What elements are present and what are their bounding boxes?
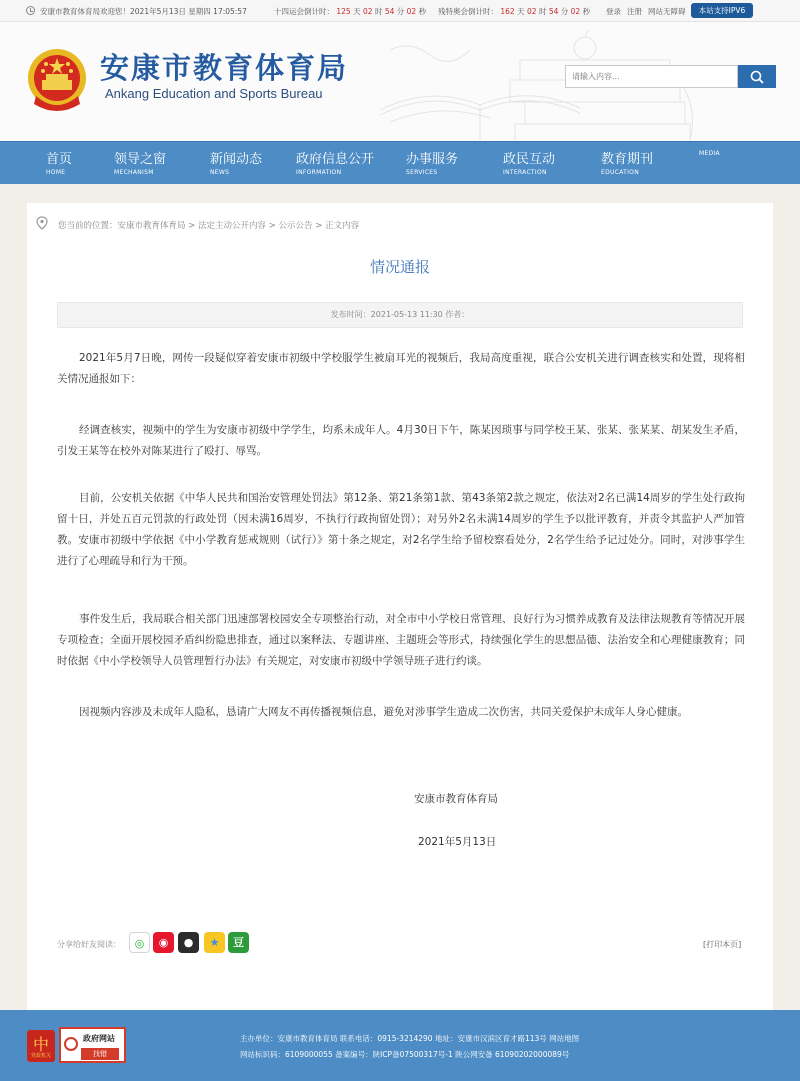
nav-education[interactable]: 教育期刊 EDUCATION bbox=[601, 152, 654, 176]
countdown-special-games: 残特奥会倒计时： 162 天 02 时 54 分 02 秒 bbox=[438, 7, 591, 16]
qzone-icon[interactable]: ★ bbox=[204, 932, 225, 953]
main-nav bbox=[0, 141, 800, 184]
qq-icon[interactable]: ● bbox=[178, 932, 199, 953]
site-title: 安康市教育体育局 bbox=[100, 53, 349, 85]
footer-info-line1: 主办单位：安康市教育体育局 联系电话：0915-3214290 地址：安康市汉滨区育才路113号 网站地图 bbox=[240, 1034, 580, 1043]
article-paragraph: 因视频内容涉及未成年人隐私，恳请广大网友不再传播视频信息，避免对涉事学生造成二次伤害，共同关爱保护未成年人身心健康。 bbox=[79, 706, 688, 718]
breadcrumb: 您当前的位置：安康市教育体育局 > 法定主动公开内容 > 公示公告 > 正文内容 bbox=[58, 221, 360, 231]
welcome-text: 安康市教育体育局欢迎您！2021年5月13日 星期四 17:05:57 bbox=[40, 7, 247, 16]
share-label: 分享给好友阅读： bbox=[57, 940, 121, 949]
wechat-icon[interactable]: ◎ bbox=[129, 932, 150, 953]
article-paragraph: 2021年5月7日晚，网传一段疑似穿着安康市初级中学校服学生被扇耳光的视频后，我局高度重视，联合公安机关进行调查核实和处置，现将相关情况通报如下： bbox=[57, 352, 745, 385]
gov-badge-top: 政府网站 bbox=[83, 1034, 115, 1043]
article-title: 情况通报 bbox=[369, 258, 430, 276]
national-emblem-icon bbox=[26, 46, 88, 114]
article-paragraph: 事件发生后，我局联合相关部门迅速部署校园安全专项整治行动，对全市中小学校日常管理、良好行为习惯养成教育及法律法规教育等情况开展专项检查；全面开展校园矛盾纠纷隐患排查，通过以案释法、专题讲座、主题班会等形式，持续强化学生的思想品德、法治安全和心理健康教育；同时依据《中小学校领导人员管理暂行办法》有关规定，对安康市初级中学领导班子进行约谈。 bbox=[57, 613, 745, 667]
ipv6-badge[interactable]: 本站支持IPV6 bbox=[691, 3, 753, 18]
gov-badge-bottom: 找错 bbox=[81, 1048, 119, 1060]
nav-leadership[interactable]: 领导之窗 MECHANISM bbox=[114, 152, 167, 176]
gov-website-error-badge[interactable] bbox=[59, 1027, 126, 1063]
article-meta: 发布时间：2021-05-13 11:30 作者： bbox=[57, 302, 743, 328]
nav-interaction[interactable]: 政民互动 INTERACTION bbox=[503, 152, 556, 176]
article-paragraph: 目前，公安机关依据《中华人民共和国治安管理处罚法》第12条、第21条第1款、第43条第2款之规定，依法对2名已满14周岁的学生处行政拘留十日，并处五百元罚款的行政处罚（因未满16周岁，不执行行政拘留处罚）；对另外2名未满14周岁的学生予以批评教育，并责令其监护人严加管教。安康市初级中学依据《中小学教育惩戒规则（试行）》第十条之规定，对2名学生给予留校察看处分，2名学生给予记过处分。同时，对涉事学生进行了心理疏导和行为干预。 bbox=[57, 492, 745, 567]
site-subtitle: Ankang Education and Sports Bureau bbox=[105, 86, 323, 101]
search-input[interactable] bbox=[565, 65, 738, 88]
site-header bbox=[0, 22, 800, 141]
print-link[interactable]: [打印本页] bbox=[703, 940, 742, 949]
top-bar bbox=[0, 0, 800, 22]
top-links bbox=[606, 6, 692, 17]
article-date: 2021年5月13日 bbox=[418, 836, 497, 848]
accessibility-link[interactable]: 网站无障碍 bbox=[648, 7, 686, 16]
party-badge-label: 党政机关 bbox=[30, 1053, 51, 1059]
nav-home[interactable]: 首页 HOME bbox=[46, 152, 73, 176]
clock-icon bbox=[26, 6, 35, 15]
login-link[interactable]: 登录 bbox=[606, 7, 621, 16]
party-badge-glyph: 中 bbox=[32, 1035, 49, 1054]
article-paragraph: 经调查核实，视频中的学生为安康市初级中学学生，均系未成年人。4月30日下午，陈某因琐事与同学校王某、张某、张某某、胡某发生矛盾，引发王某等在校外对陈某进行了殴打、辱骂。 bbox=[57, 424, 745, 457]
article-signature: 安康市教育体育局 bbox=[414, 793, 498, 805]
footer-info-line2: 网站标识码：6109000055 备案编号：陕ICP备07500317号-1 陕公网安备 61090202000089号 bbox=[240, 1050, 570, 1059]
douban-icon[interactable]: 豆 bbox=[228, 932, 249, 953]
nav-media[interactable]: MEDIA bbox=[699, 150, 720, 157]
nav-information[interactable]: 政府信息公开 INFORMATION bbox=[296, 152, 375, 176]
magnifier-icon bbox=[64, 1037, 78, 1051]
weibo-icon[interactable]: ◉ bbox=[153, 932, 174, 953]
nav-services[interactable]: 办事服务 SERVICES bbox=[406, 152, 459, 176]
nav-news[interactable]: 新闻动态 NEWS bbox=[210, 152, 263, 176]
countdown-games: 十四运会倒计时： 125 天 02 时 54 分 02 秒 bbox=[274, 7, 427, 16]
search-icon bbox=[750, 70, 764, 84]
location-pin-icon bbox=[36, 216, 48, 230]
party-agency-badge-icon[interactable] bbox=[27, 1030, 55, 1062]
register-link[interactable]: 注册 bbox=[627, 7, 642, 16]
search-button[interactable] bbox=[738, 65, 776, 88]
